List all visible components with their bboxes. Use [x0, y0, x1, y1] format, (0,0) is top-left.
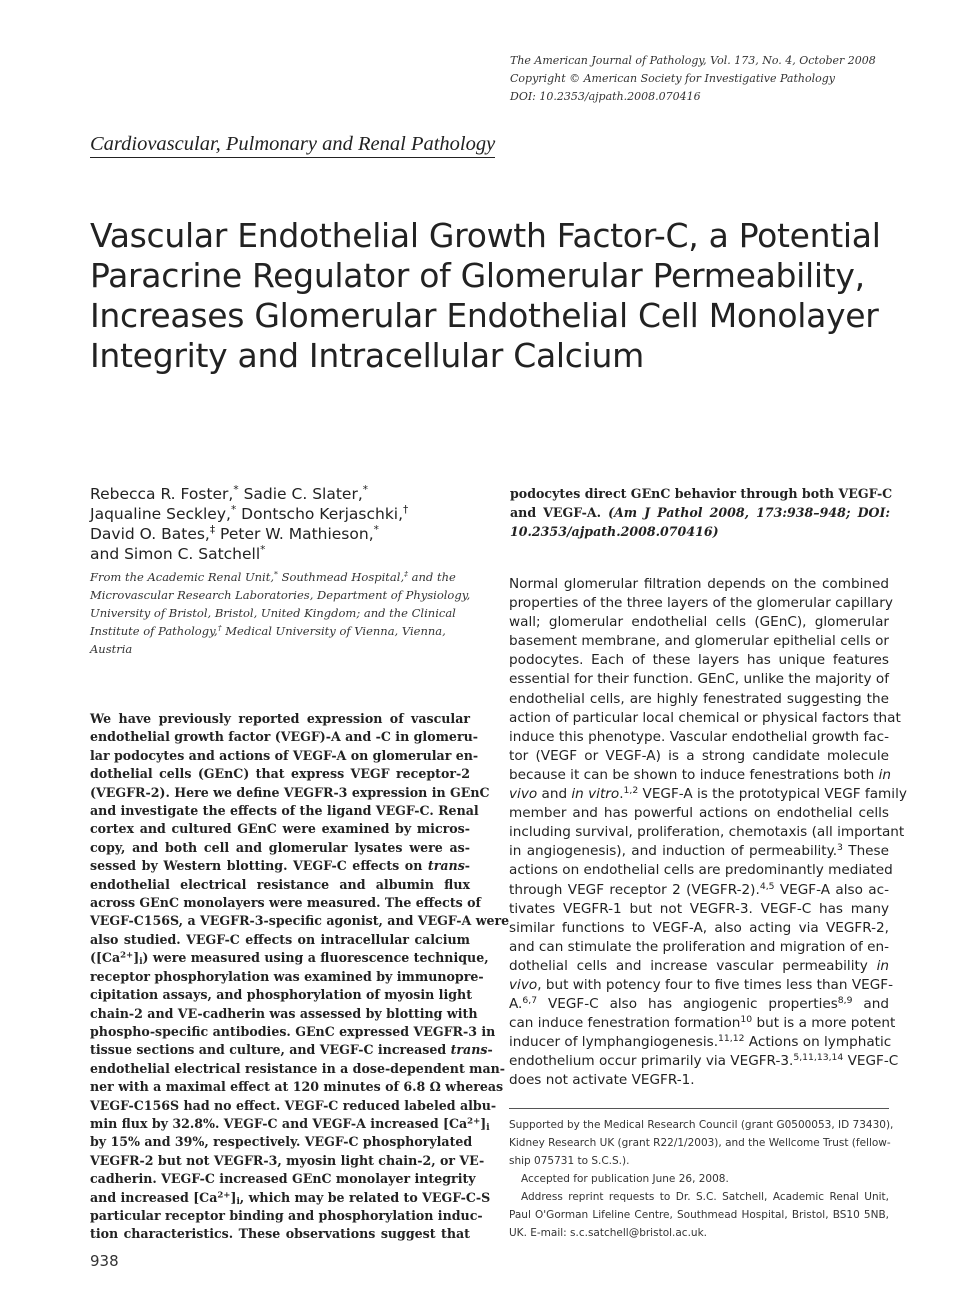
body-line: member and has powerful actions on endothelial cells	[509, 805, 889, 822]
abstract-line: $([Ca^{2+}]_i)$ were measured using a fluorescence technique,	[90, 950, 489, 968]
funding-note: Kidney Research UK (grant R22/1/2003), and the Wellcome Trust (fellow-	[509, 1137, 891, 1149]
body-line: dothelial cells and increase vascular permeability in	[509, 957, 889, 974]
body-line: similar functions to VEGF-A, also acting via VEGFR-2,	[509, 919, 889, 936]
author-line: David O. Bates,‡ Peter W. Mathieson,*	[90, 524, 379, 543]
body-line: and can stimulate the proliferation and migration of en-	[509, 938, 889, 955]
footnote-divider	[509, 1108, 889, 1109]
abstract-line: min flux by 32.8%. VEGF-C and VEGF-A increased $[Ca^{2+}]_i$	[90, 1115, 490, 1133]
body-line: endothelial cells, are highly fenestrated suggesting the	[509, 690, 889, 707]
abstract-line: endothelial electrical resistance in a dose-dependent man-	[90, 1060, 506, 1076]
abstract-line: phospho-specific antibodies. GEnC expressed VEGFR-3 in	[90, 1023, 496, 1039]
body-line: through VEGF receptor 2 (VEGFR-2).$^{4,5}$ VEGF-A also ac-	[509, 880, 890, 898]
abstract-line: VEGFR-2 but not VEGFR-3, myosin light chain-2, or VE-	[90, 1152, 485, 1168]
body-line: vivo, but with potency four to five times less than VEGF-	[509, 976, 893, 993]
abstract-line: (VEGFR-2). Here we define VEGFR-3 expression in GEnC	[90, 784, 490, 800]
author-list	[90, 484, 460, 564]
abstract-line: cipitation assays, and phosphorylation of myosin light	[90, 987, 473, 1003]
abstract-line: and increased $[Ca^{2+}]_i$, which may be related to VEGF-C-S	[90, 1189, 491, 1207]
abstract-line: across GEnC monolayers were measured. The effects of	[90, 895, 481, 911]
abstract-continuation	[510, 484, 893, 541]
abstract-line: podocytes direct GEnC behavior through both VEGF-C	[510, 486, 893, 501]
abstract-line: receptor phosphorylation was examined by immunopre-	[90, 968, 484, 984]
funding-note: Supported by the Medical Research Council (grant G0500053, ID 73430),	[509, 1119, 894, 1131]
author-line: Jaqualine Seckley,* Dontscho Kerjaschki,†	[90, 504, 409, 523]
article-doi: 10.2353/ajpath.2008.070416)	[510, 524, 719, 539]
abstract-line: tissue sections and culture, and VEGF-C increased trans-	[90, 1042, 493, 1058]
abstract-line: and VEGF-A. (Am J Pathol 2008, 173:938–948; DOI:	[510, 505, 891, 520]
body-line: tor (VEGF or VEGF-A) is a strong candidate molecule	[509, 747, 889, 764]
body-line: can induce fenestration formation$^{10}$ but is a more potent	[509, 1014, 896, 1032]
abstract-line: by 15% and 39%, respectively. VEGF-C phosphorylated	[90, 1134, 473, 1150]
body-line: basement membrane, and glomerular epithelial cells or	[509, 633, 889, 650]
footnotes	[509, 1116, 894, 1242]
accepted-note: Accepted for publication June 26, 2008.	[521, 1173, 729, 1185]
journal-citation-header	[510, 52, 930, 106]
abstract-line: tion characteristics. These observations suggest that	[90, 1226, 470, 1242]
abstract-line: VEGF-C156S, a VEGFR-3-specific agonist, and VEGF-A were	[90, 913, 510, 929]
abstract-line: chain-2 and VE-cadherin was assessed by blotting with	[90, 1005, 478, 1021]
body-line: Normal glomerular filtration depends on the combined	[509, 576, 889, 592]
funding-note: ship 075731 to S.C.S.).	[509, 1155, 630, 1167]
body-line: tivates VEGFR-1 but not VEGFR-3. VEGF-C has many	[509, 900, 889, 917]
article-title	[90, 216, 910, 376]
copyright-line: Copyright © American Society for Investigative Pathology	[510, 72, 835, 85]
body-line: actions on endothelial cells are predominantly mediated	[509, 862, 893, 879]
body-line: because it can be shown to induce fenestrations both in	[509, 766, 892, 783]
abstract-line: endothelial electrical resistance and albumin flux	[90, 876, 470, 892]
introduction-text	[509, 575, 907, 1091]
body-line: action of particular local chemical or physical factors that	[509, 709, 901, 726]
body-line: in angiogenesis), and induction of permeability.$^3$ These	[509, 842, 889, 860]
abstract-line: also studied. VEGF-C effects on intracellular calcium	[90, 931, 470, 947]
abstract-line: copy, and both cell and glomerular lysates were as-	[90, 839, 470, 855]
affiliation-line: Microvascular Research Laboratories, Department of Physiology,	[90, 588, 471, 602]
body-line: does not activate VEGFR-1.	[509, 1072, 695, 1089]
body-line: wall; glomerular endothelial cells (GEnC), glomerular	[509, 614, 889, 631]
body-line: essential for their function. GEnC, unlike the majority of	[509, 671, 889, 688]
reprint-note: UK. E-mail: s.c.satchell@bristol.ac.uk.	[509, 1227, 707, 1239]
abstract-line: and investigate the effects of the ligand VEGF-C. Renal	[90, 803, 479, 819]
abstract-line: cadherin. VEGF-C increased GEnC monolayer integrity	[90, 1171, 476, 1187]
affiliation-line: From the Academic Renal Unit,* Southmead Hospital,‡ and the	[90, 569, 456, 584]
affiliations	[90, 568, 470, 658]
article-citation: (Am J Pathol 2008, 173:938–948; DOI:	[601, 505, 891, 520]
abstract-line: We have previously reported expression of vascular	[90, 711, 470, 726]
affiliation-line: Austria	[90, 642, 133, 656]
body-line: A.$^{6,7}$ VEGF-C also has angiogenic properties$^{8,9}$ and	[509, 994, 889, 1013]
abstract-line: endothelial growth factor (VEGF)-A and -C in glomeru-	[90, 729, 478, 745]
title-line: Integrity and Intracellular Calcium	[90, 336, 644, 375]
author-line: Rebecca R. Foster,* Sadie C. Slater,*	[90, 484, 369, 503]
title-line: Vascular Endothelial Growth Factor-C, a Potential	[90, 216, 881, 255]
body-line: endothelium occur primarily via VEGFR-3.$^{5,11,13,14}$ VEGF-C	[509, 1052, 899, 1070]
title-line: Paracrine Regulator of Glomerular Permeability,	[90, 256, 865, 295]
affiliation-line: Institute of Pathology,† Medical University of Vienna, Vienna,	[90, 623, 446, 638]
title-line: Increases Glomerular Endothelial Cell Monolayer	[90, 296, 879, 335]
abstract-line: lar podocytes and actions of VEGF-A on glomerular en-	[90, 747, 479, 763]
abstract-line: VEGF-C156S had no effect. VEGF-C reduced labeled albu-	[90, 1097, 497, 1113]
journal-line: The American Journal of Pathology, Vol. 173, No. 4, October 2008	[510, 54, 876, 67]
page-number: 938	[90, 1252, 119, 1270]
abstract-line: sessed by Western blotting. VEGF-C effects on trans-	[90, 858, 471, 874]
body-line: including survival, proliferation, chemotaxis (all important	[509, 824, 905, 841]
body-line: inducer of lymphangiogenesis.$^{11,12}$ Actions on lymphatic	[509, 1033, 892, 1051]
abstract-line: dothelial cells (GEnC) that express VEGF receptor-2	[90, 766, 470, 782]
doi-line: DOI: 10.2353/ajpath.2008.070416	[510, 90, 701, 103]
reprint-note: Paul O'Gorman Lifeline Centre, Southmead Hospital, Bristol, BS10 5NB,	[509, 1209, 889, 1221]
abstract-line: cortex and cultured GEnC were examined by micros-	[90, 821, 470, 837]
abstract-line: particular receptor binding and phosphorylation induc-	[90, 1207, 483, 1223]
section-heading: Cardiovascular, Pulmonary and Renal Pathology	[90, 132, 495, 158]
reprint-note: Address reprint requests to Dr. S.C. Satchell, Academic Renal Unit,	[521, 1191, 889, 1203]
body-line: properties of the three layers of the glomerular capillary	[509, 595, 893, 612]
body-line: induce this phenotype. Vascular endothelial growth fac-	[509, 728, 889, 745]
body-line: podocytes. Each of these layers has unique features	[509, 652, 889, 669]
abstract	[90, 710, 510, 1244]
author-line: and Simon C. Satchell*	[90, 544, 266, 563]
body-line: vivo and in vitro.$^{1,2}$ VEGF-A is the prototypical VEGF family	[509, 784, 907, 803]
affiliation-line: University of Bristol, Bristol, United Kingdom; and the Clinical	[90, 606, 456, 620]
abstract-line: ner with a maximal effect at 120 minutes of 6.8 Ω whereas	[90, 1079, 504, 1095]
